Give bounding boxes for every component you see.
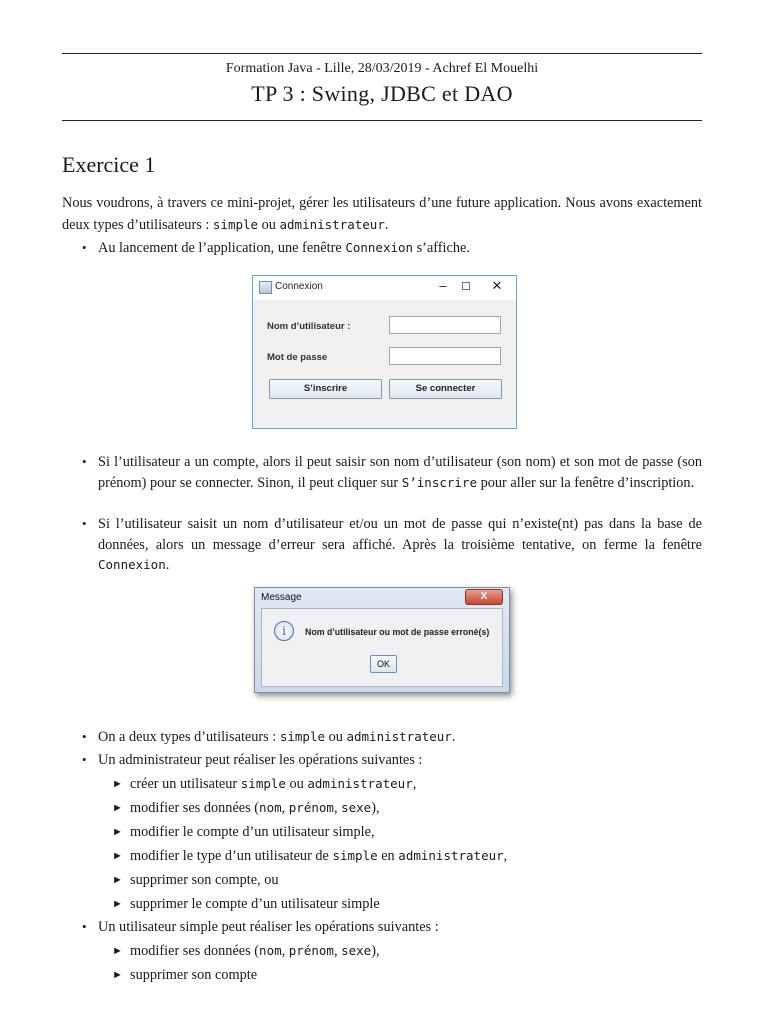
error-text: Nom d’utilisateur ou mot de passe erroné(s) <box>305 627 490 637</box>
dialog-title: Message <box>261 592 302 603</box>
password-label: Mot de passe <box>267 352 328 363</box>
ok-button[interactable]: OK <box>370 655 397 673</box>
section-title: Exercice 1 <box>62 152 156 177</box>
window-title: Connexion <box>275 281 323 292</box>
maximize-icon[interactable]: ☐ <box>461 281 471 293</box>
sub-list-item: ► créer un utilisateur simple ou administrateur, <box>112 776 417 792</box>
window-titlebar[interactable] <box>253 276 516 300</box>
top-rule <box>62 53 702 54</box>
signup-button[interactable]: S’inscrire <box>269 379 382 399</box>
list-item: • On a deux types d’utilisateurs : simple ou administrateur. <box>82 729 456 745</box>
username-label: Nom d’utilisateur : <box>267 321 351 332</box>
close-icon[interactable]: X <box>465 589 503 605</box>
login-button[interactable]: Se connecter <box>389 379 502 399</box>
intro-paragraph: Nous voudrons, à travers ce mini-projet, gérer les utilisateurs d’une future application. Nous avons exactement deux types d’utilisateurs : simple ou administrateur. <box>62 195 702 233</box>
list-item: • Un administrateur peut réaliser les opérations suivantes : <box>82 752 423 768</box>
java-app-icon <box>259 281 272 294</box>
page-title: TP 3 : Swing, JDBC et DAO <box>251 81 513 106</box>
sub-list-item: ► modifier ses données (nom, prénom, sexe), <box>112 943 380 959</box>
window-body <box>253 300 516 428</box>
info-icon: i <box>274 621 294 641</box>
list-item: • Si l’utilisateur a un compte, alors il peut saisir son nom d’utilisateur (son nom) et son mot de passe (son prénom) pour se connecter. Sinon, il peut cliquer sur S’inscrire pour aller sur la fenêtre d’inscription. <box>82 454 702 491</box>
dialog-body <box>261 608 503 687</box>
username-input[interactable] <box>389 316 501 334</box>
password-input[interactable] <box>389 347 501 365</box>
list-item: • Si l’utilisateur saisit un nom d’utilisateur et/ou un mot de passe qui n’existe(nt) pas dans la base de données, alors un message d’erreur sera affiché. Après la troisième tentative, on ferme la fenêtre Connexion. <box>82 516 702 573</box>
header-bottom-rule <box>62 120 702 121</box>
connexion-window <box>252 275 517 429</box>
error-message-dialog <box>254 587 510 693</box>
sub-list-item: ► modifier le type d’un utilisateur de simple en administrateur, <box>112 848 508 864</box>
close-icon[interactable]: ✕ <box>491 278 503 293</box>
sub-list-item: ► modifier le compte d’un utilisateur simple, <box>112 824 375 840</box>
sub-list-item: ► modifier ses données (nom, prénom, sexe), <box>112 800 380 816</box>
header-subtitle: Formation Java - Lille, 28/03/2019 - Achref El Mouelhi <box>225 61 539 76</box>
minimize-icon[interactable]: – <box>439 278 447 293</box>
list-item: • Un utilisateur simple peut réaliser les opérations suivantes : <box>82 919 439 935</box>
sub-list-item: ► supprimer son compte <box>112 967 258 983</box>
sub-list-item: ► supprimer le compte d’un utilisateur simple <box>112 896 380 912</box>
sub-list-item: ► supprimer son compte, ou <box>112 872 279 888</box>
list-item: • Au lancement de l’application, une fenêtre Connexion s’affiche. <box>82 240 470 256</box>
